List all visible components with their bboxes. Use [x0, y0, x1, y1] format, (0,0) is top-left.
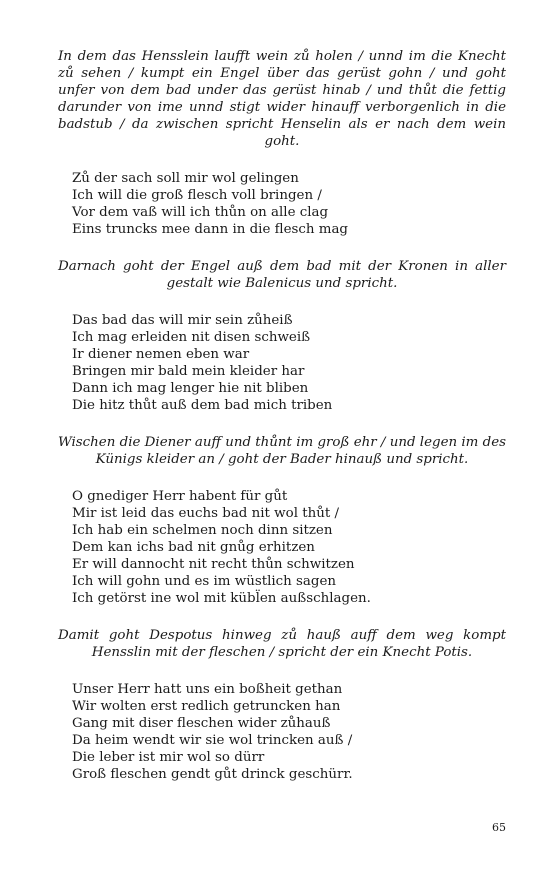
verse-line: Bringen mir bald mein kleider har	[72, 364, 305, 379]
page-number: 65	[492, 821, 506, 834]
section-3	[58, 434, 506, 607]
verse-line: Ir diener nemen eben war	[72, 347, 250, 362]
verse-block	[72, 681, 506, 783]
verse-line: Ich hab ein schelmen noch dinn sitzen	[72, 523, 333, 538]
verse-line: O gnediger Herr habent für gůt	[72, 489, 288, 504]
verse-line: Mir ist leid das euchs bad nit wol thůt /	[72, 506, 340, 521]
verse-line: Ich will die groß flesch voll bringen /	[72, 188, 322, 203]
verse-line: Dann ich mag lenger hie nit bliben	[72, 381, 309, 396]
verse-line: Die leber ist mir wol so dürr	[72, 750, 265, 765]
verse-line: Die hitz thůt auß dem bad mich triben	[72, 398, 333, 413]
verse-line: Ich mag erleiden nit disen schweiß	[72, 330, 311, 345]
verse-block	[72, 312, 506, 414]
verse-line: Da heim wendt wir sie wol trincken auß /	[72, 733, 353, 748]
verse-line: Unser Herr hatt uns ein boßheit gethan	[72, 682, 343, 697]
section-1	[58, 48, 506, 238]
verse-line: Wir wolten erst redlich getruncken han	[72, 699, 341, 714]
verse-line: Vor dem vaß will ich thůn on alle clag	[72, 205, 329, 220]
verse-line: Er will dannocht nit recht thůn schwitzen	[72, 557, 355, 572]
stage-direction: Damit goht Despotus hinweg zů hauß auff dem weg kompt Hensslin mit der fleschen / spricht der ein Knecht Potis.	[58, 628, 506, 660]
section-2	[58, 258, 506, 414]
verse-line: Das bad das will mir sein zůheiß	[72, 313, 293, 328]
verse-line: Eins truncks mee dann in die flesch mag	[72, 222, 349, 237]
verse-line: Groß fleschen gendt gůt drinck geschürr.	[72, 767, 353, 782]
document-page	[58, 48, 506, 803]
verse-block	[72, 170, 506, 238]
verse-line: Dem kan ichs bad nit gnůg erhitzen	[72, 540, 315, 555]
verse-line: Gang mit diser fleschen wider zůhauß	[72, 716, 331, 731]
verse-line: Ich getörst ine wol mit kübl̈en außschlagen.	[72, 591, 371, 606]
verse-line: Ich will gohn und es im wüstlich sagen	[72, 574, 337, 589]
verse-block	[72, 488, 506, 607]
stage-direction: Darnach goht der Engel auß dem bad mit der Kronen in aller gestalt wie Balenicus und spricht.	[58, 259, 506, 291]
stage-direction: In dem das Hensslein laufft wein zů holen / unnd im die Knecht zů sehen / kumpt ein Engel über das gerüst gohn / und goht unfer von dem bad under das gerüst hinab / und thůt die fettig darunder von ime unnd stigt wider hinauff verborgenlich in die badstub / da zwischen spricht Henselin als er nach dem wein goht.	[58, 49, 506, 149]
section-4	[58, 627, 506, 783]
verse-line: Zů der sach soll mir wol gelingen	[72, 171, 299, 186]
stage-direction: Wischen die Diener auff und thůnt im groß ehr / und legen im des Künigs kleider an / goht der Bader hinauß und spricht.	[58, 435, 506, 467]
